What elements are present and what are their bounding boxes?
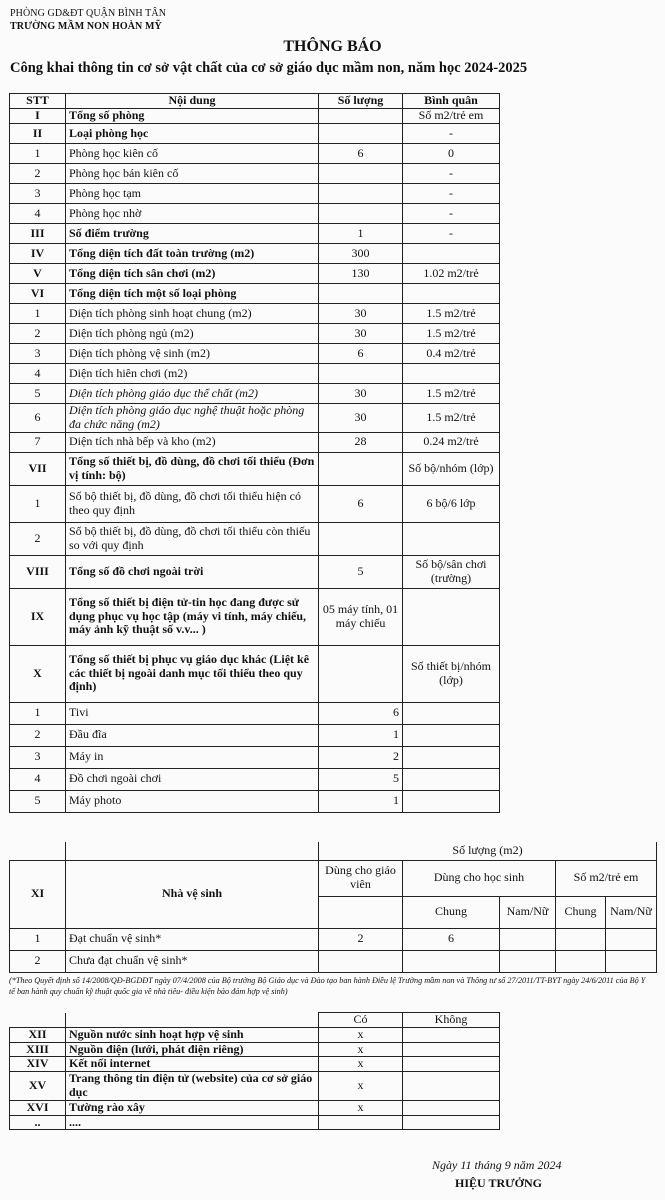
row-stt: 3 <box>10 184 66 204</box>
row-no <box>403 1115 500 1130</box>
row-content: Máy photo <box>66 790 319 812</box>
row-avg <box>403 244 500 264</box>
infrastructure-table <box>9 1012 500 1130</box>
row-yes: x <box>319 1057 403 1072</box>
toilet-table <box>9 842 657 973</box>
row-qty <box>319 452 403 485</box>
row-qty: 05 máy tính, 01 máy chiếu <box>319 588 403 645</box>
row-content: Phòng học bán kiên cố <box>66 164 319 184</box>
row-stt: .. <box>10 1115 66 1130</box>
row-stt: 5 <box>10 790 66 812</box>
signature-title: HIỆU TRƯỞNG <box>455 1176 543 1190</box>
row-avg: 6 bộ/6 lớp <box>403 485 500 522</box>
row-stt: 2 <box>10 164 66 184</box>
row-content: Tường rào xây <box>66 1100 319 1115</box>
column-header-avg: Bình quân <box>403 94 500 109</box>
row-content: Diện tích phòng vệ sinh (m2) <box>66 344 319 364</box>
table-row <box>10 244 500 264</box>
row-content: Diện tích phòng giáo dục thể chất (m2) <box>66 384 319 404</box>
row-content: Tổng số thiết bị điện tử-tin học đang được sử dụng phục vụ học tập (máy vi tính, máy chiếu, máy ảnh kỹ thuật số v.v... ) <box>66 588 319 645</box>
wc-per-child-header: Số m2/trẻ em <box>556 860 657 896</box>
row-content: Tổng số phòng <box>66 109 319 124</box>
table-row: 2 Chưa đạt chuẩn vệ sinh* <box>10 950 657 972</box>
no-header: Không <box>403 1013 500 1028</box>
row-stt: 2 <box>10 522 66 555</box>
table-row <box>10 1100 500 1115</box>
row-qty <box>319 204 403 224</box>
row-qty: 30 <box>319 384 403 404</box>
row-content: Trang thông tin điện tử (website) của cơ sở giáo dục <box>66 1072 319 1101</box>
row-avg: Số thiết bị/nhóm (lớp) <box>403 645 500 702</box>
yes-header: Có <box>319 1013 403 1028</box>
table-row <box>10 724 500 746</box>
row-content: Số bộ thiết bị, đồ dùng, đồ chơi tối thiểu còn thiếu so với quy định <box>66 522 319 555</box>
row-stt: 3 <box>10 746 66 768</box>
table-row <box>10 1057 500 1072</box>
wc-stt: XI <box>10 860 66 928</box>
wc-namnu-header: Nam/Nữ <box>500 896 556 928</box>
row-content: Diện tích phòng ngủ (m2) <box>66 324 319 344</box>
row-stt: X <box>10 645 66 702</box>
row-avg: 1.5 m2/trẻ <box>403 404 500 433</box>
table-row: 1 Đạt chuẩn vệ sinh* 2 6 <box>10 928 657 950</box>
table-row <box>10 432 500 452</box>
row-content: Đầu đĩa <box>66 724 319 746</box>
row-no <box>403 1072 500 1101</box>
row-stt: 5 <box>10 384 66 404</box>
row-no <box>403 1042 500 1057</box>
row-yes: x <box>319 1100 403 1115</box>
table-row <box>10 555 500 588</box>
column-header-content: Nội dung <box>66 94 319 109</box>
row-no <box>403 1027 500 1042</box>
row-content: Đồ chơi ngoài chơi <box>66 768 319 790</box>
row-qty: 5 <box>319 768 403 790</box>
row-avg <box>403 790 500 812</box>
document-subtitle: Công khai thông tin cơ sở vật chất của cơ sở giáo dục mầm non, năm học 2024-2025 <box>10 60 528 76</box>
row-content: Phòng học tạm <box>66 184 319 204</box>
row-content: Tổng diện tích sân chơi (m2) <box>66 264 319 284</box>
row-content: Máy in <box>66 746 319 768</box>
row-avg <box>403 522 500 555</box>
row-qty: 5 <box>319 555 403 588</box>
row-content: Tổng diện tích một số loại phòng <box>66 284 319 304</box>
row-stt: I <box>10 109 66 124</box>
row-avg: Số bộ/sân chơi (trường) <box>403 555 500 588</box>
row-avg: - <box>403 204 500 224</box>
row-avg <box>403 724 500 746</box>
table-row <box>10 124 500 144</box>
row-content: Tổng số thiết bị phục vụ giáo dục khác (Liệt kê các thiết bị ngoài danh mục tối thiểu theo quy định) <box>66 645 319 702</box>
row-stt: 1 <box>10 702 66 724</box>
row-content: Tivi <box>66 702 319 724</box>
row-avg: - <box>403 164 500 184</box>
row-stt: V <box>10 264 66 284</box>
table-header-row <box>10 94 500 109</box>
row-qty: 30 <box>319 324 403 344</box>
row-content: Số điểm trường <box>66 224 319 244</box>
wc-qty-header: Số lượng (m2) <box>319 842 657 860</box>
table-row <box>10 284 500 304</box>
row-qty <box>319 364 403 384</box>
table-row <box>10 224 500 244</box>
table-row <box>10 588 500 645</box>
row-qty: 6 <box>319 702 403 724</box>
wc-student-header: Dùng cho học sinh <box>403 860 556 896</box>
row-no <box>403 1057 500 1072</box>
table-row <box>10 1027 500 1042</box>
row-stt: 2 <box>10 324 66 344</box>
table-row <box>10 384 500 404</box>
row-yes: x <box>319 1042 403 1057</box>
row-qty: 130 <box>319 264 403 284</box>
row-yes: x <box>319 1072 403 1101</box>
row-content: Diện tích hiên chơi (m2) <box>66 364 319 384</box>
row-stt: 4 <box>10 204 66 224</box>
row-avg <box>403 588 500 645</box>
table-row <box>10 164 500 184</box>
row-qty <box>319 109 403 124</box>
row-qty <box>319 184 403 204</box>
row-qty: 28 <box>319 432 403 452</box>
row-avg <box>403 746 500 768</box>
row-qty: 30 <box>319 304 403 324</box>
row-qty: 1 <box>319 790 403 812</box>
row-avg: 0 <box>403 144 500 164</box>
row-stt: 2 <box>10 724 66 746</box>
row-qty <box>319 645 403 702</box>
row-stt: II <box>10 124 66 144</box>
row-stt: 1 <box>10 304 66 324</box>
row-stt: IV <box>10 244 66 264</box>
regulation-note: (*Theo Quyết định số 14/2008/QĐ-BGDĐT ngày 07/4/2008 của Bộ trưởng Bộ Giáo dục và Đào tạo ban hành Điều lệ Trường mầm non và Thông tư số 27/2011/TT-BYT ngày 24/6/2011 của Bộ Y tế ban hành quy chuẩn kỹ thuật quốc gia về nhà tiêu- điều kiện bảo đảm hợp vệ sinh) <box>9 976 646 996</box>
row-avg: 1.5 m2/trẻ <box>403 324 500 344</box>
row-qty <box>319 522 403 555</box>
table-row <box>10 184 500 204</box>
table-row <box>10 746 500 768</box>
row-avg: - <box>403 184 500 204</box>
row-avg: 1.02 m2/trẻ <box>403 264 500 284</box>
row-avg: 0.24 m2/trẻ <box>403 432 500 452</box>
row-stt: XIV <box>10 1057 66 1072</box>
row-stt: 4 <box>10 364 66 384</box>
row-stt: VI <box>10 284 66 304</box>
row-yes: x <box>319 1027 403 1042</box>
row-stt: VIII <box>10 555 66 588</box>
row-content: Loại phòng học <box>66 124 319 144</box>
row-qty: 6 <box>319 344 403 364</box>
document-title: THÔNG BÁO <box>283 38 382 55</box>
facilities-table <box>9 93 500 813</box>
column-header-stt: STT <box>10 94 66 109</box>
row-stt: 7 <box>10 432 66 452</box>
table-row <box>10 1072 500 1101</box>
row-qty: 2 <box>319 746 403 768</box>
table-row <box>10 144 500 164</box>
wc-chung-header-2: Chung <box>556 896 606 928</box>
row-qty: 1 <box>319 224 403 244</box>
table-row <box>10 645 500 702</box>
table-row <box>10 109 500 124</box>
row-stt: 1 <box>10 144 66 164</box>
row-qty: 6 <box>319 485 403 522</box>
table-row <box>10 264 500 284</box>
row-avg <box>403 364 500 384</box>
department-name: PHÒNG GD&ĐT QUẬN BÌNH TÂN <box>10 8 167 19</box>
row-content: Số bộ thiết bị, đồ dùng, đồ chơi tối thiểu hiện có theo quy định <box>66 485 319 522</box>
table-row <box>10 404 500 433</box>
table-row <box>10 790 500 812</box>
row-qty: 1 <box>319 724 403 746</box>
column-header-qty: Số lượng <box>319 94 403 109</box>
wc-label: Nhà vệ sinh <box>66 860 319 928</box>
row-qty <box>319 124 403 144</box>
row-stt: 4 <box>10 768 66 790</box>
table-row <box>10 204 500 224</box>
row-stt: XV <box>10 1072 66 1101</box>
row-content: Tổng diện tích đất toàn trường (m2) <box>66 244 319 264</box>
row-qty <box>319 164 403 184</box>
row-avg <box>403 284 500 304</box>
row-content: Diện tích phòng giáo dục nghệ thuật hoặc phòng đa chức năng (m2) <box>66 404 319 433</box>
table-row <box>10 364 500 384</box>
row-stt: III <box>10 224 66 244</box>
row-content: Kết nối internet <box>66 1057 319 1072</box>
school-name: TRƯỜNG MẦM NON HOÀN MỸ <box>10 21 162 32</box>
row-content: Nguồn điện (lưới, phát điện riêng) <box>66 1042 319 1057</box>
signing-date: Ngày 11 tháng 9 năm 2024 <box>432 1158 562 1172</box>
row-content: Tổng số đồ chơi ngoài trời <box>66 555 319 588</box>
row-content: Nguồn nước sinh hoạt hợp vệ sinh <box>66 1027 319 1042</box>
wc-namnu-header-2: Nam/Nữ <box>606 896 657 928</box>
table-row <box>10 522 500 555</box>
row-stt: XII <box>10 1027 66 1042</box>
row-qty: 6 <box>319 144 403 164</box>
row-yes <box>319 1115 403 1130</box>
table-row <box>10 344 500 364</box>
row-content: Diện tích phòng sinh hoạt chung (m2) <box>66 304 319 324</box>
table-row <box>10 485 500 522</box>
row-content: Phòng học nhờ <box>66 204 319 224</box>
table-row <box>10 1115 500 1130</box>
row-no <box>403 1100 500 1115</box>
table-row <box>10 1042 500 1057</box>
wc-chung-header: Chung <box>403 896 500 928</box>
row-avg: - <box>403 124 500 144</box>
row-content: Diện tích nhà bếp và kho (m2) <box>66 432 319 452</box>
row-content: Tổng số thiết bị, đồ dùng, đồ chơi tối thiểu (Đơn vị tính: bộ) <box>66 452 319 485</box>
row-qty: 300 <box>319 244 403 264</box>
row-stt: XVI <box>10 1100 66 1115</box>
row-avg: Số m2/trẻ em <box>403 109 500 124</box>
wc-teacher-header: Dùng cho giáo viên <box>319 860 403 896</box>
row-content: .... <box>66 1115 319 1130</box>
row-stt: 1 <box>10 485 66 522</box>
table-row <box>10 324 500 344</box>
row-stt: 6 <box>10 404 66 433</box>
row-avg: 1.5 m2/trẻ <box>403 304 500 324</box>
row-avg <box>403 702 500 724</box>
table-row <box>10 702 500 724</box>
row-qty <box>319 284 403 304</box>
row-avg: Số bộ/nhóm (lớp) <box>403 452 500 485</box>
table-row <box>10 768 500 790</box>
row-avg <box>403 768 500 790</box>
row-avg: - <box>403 224 500 244</box>
row-stt: IX <box>10 588 66 645</box>
row-content: Phòng học kiên cố <box>66 144 319 164</box>
row-avg: 1.5 m2/trẻ <box>403 384 500 404</box>
row-stt: XIII <box>10 1042 66 1057</box>
row-stt: VII <box>10 452 66 485</box>
table-row <box>10 304 500 324</box>
row-qty: 30 <box>319 404 403 433</box>
row-stt: 3 <box>10 344 66 364</box>
table-row <box>10 452 500 485</box>
row-avg: 0.4 m2/trẻ <box>403 344 500 364</box>
